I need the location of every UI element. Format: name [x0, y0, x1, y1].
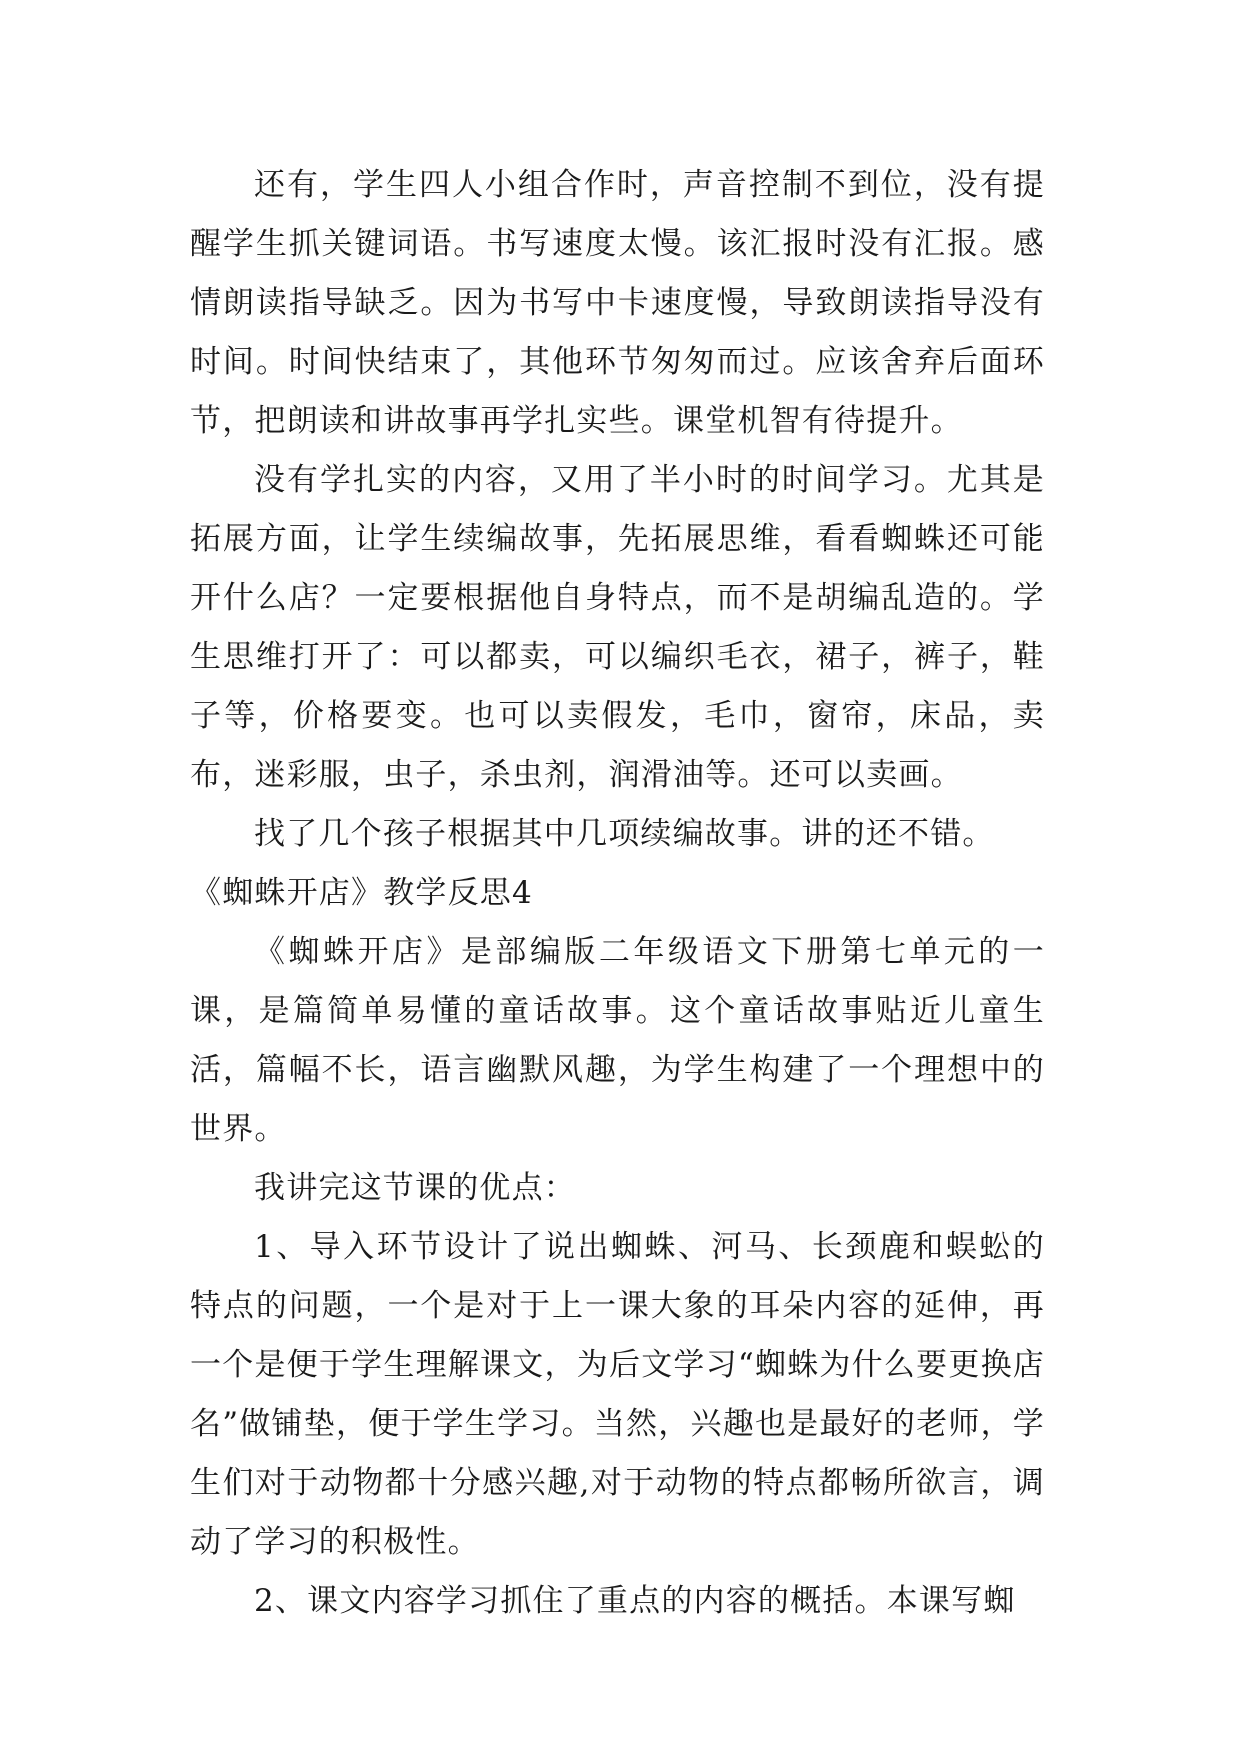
paragraph-point-1: 1、导入环节设计了说出蜘蛛、河马、长颈鹿和蜈蚣的特点的问题，一个是对于上一课大象的耳朵内容的延伸，再一个是便于学生理解课文，为后文学习“蜘蛛为什么要更换店名”做铺垫，便于学生学习。当然，兴趣也是最好的老师，学生们对于动物都十分感兴趣,对于动物的特点都畅所欲言，调动了学习的积极性。 [190, 1229, 1045, 1560]
paragraph-strengths-heading: 我讲完这节课的优点： [254, 1170, 576, 1206]
paragraph-intro: 《蜘蛛开店》是部编版二年级语文下册第七单元的一课，是篇简单易懂的童话故事。这个童话故事贴近儿童生活，篇幅不长，语言幽默风趣，为学生构建了一个理想中的世界。 [190, 934, 1045, 1147]
paragraph-storytelling: 找了几个孩子根据其中几项续编故事。讲的还不错。 [254, 816, 995, 852]
section-title: 《蜘蛛开店》教学反思4 [190, 875, 533, 911]
paragraph-point-2: 2、课文内容学习抓住了重点的内容的概括。本课写蜘 [254, 1583, 1016, 1619]
paragraph-extension: 没有学扎实的内容，又用了半小时的时间学习。尤其是拓展方面，让学生续编故事，先拓展思维，看看蜘蛛还可能开什么店？一定要根据他自身特点，而不是胡编乱造的。学生思维打开了：可以都卖，可以编织毛衣，裙子，裤子，鞋子等，价格要变。也可以卖假发，毛巾，窗帘，床品，卖布，迷彩服，虫子，杀虫剂，润滑油等。还可以卖画。 [190, 462, 1045, 793]
document-body [190, 156, 1045, 1631]
paragraph-student-group: 还有，学生四人小组合作时，声音控制不到位，没有提醒学生抓关键词语。书写速度太慢。该汇报时没有汇报。感情朗读指导缺乏。因为书写中卡速度慢，导致朗读指导没有时间。时间快结束了，其他环节匆匆而过。应该舍弃后面环节，把朗读和讲故事再学扎实些。课堂机智有待提升。 [190, 167, 1045, 439]
